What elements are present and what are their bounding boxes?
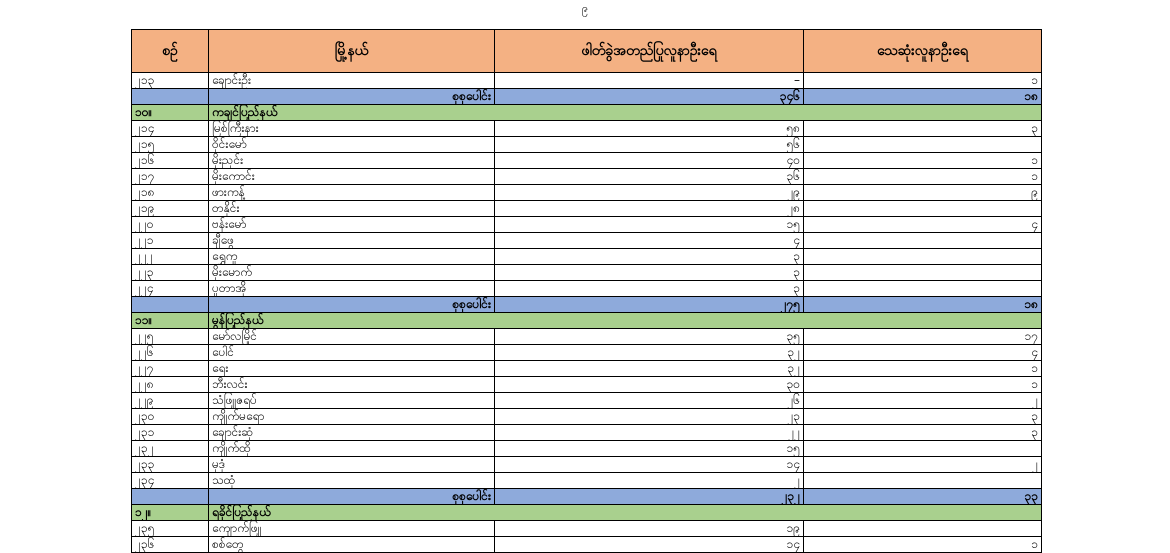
row-deaths: ၂	[804, 393, 1042, 409]
row-serial: ၂၁၅	[132, 137, 209, 153]
row-township: မြစ်ကြီးနား	[209, 121, 495, 137]
table-row	[132, 329, 1042, 345]
row-deaths	[804, 201, 1042, 217]
row-confirmed: ၃၀	[495, 377, 804, 393]
table-row	[132, 425, 1042, 441]
row-township: မုဒုံ	[209, 457, 495, 473]
row-confirmed: ၃	[495, 249, 804, 265]
row-confirmed: ၁၄	[495, 537, 804, 553]
table-row	[132, 201, 1042, 217]
table-row	[132, 265, 1042, 281]
page-number: ၉	[581, 2, 589, 15]
row-serial: ၂၂၃	[132, 265, 209, 281]
table-row	[132, 377, 1042, 393]
row-serial: ၂၃၀	[132, 409, 209, 425]
header-township: မြို့နယ်	[209, 30, 495, 73]
row-confirmed: ၂၃	[495, 409, 804, 425]
total-label: စုစုပေါင်း	[209, 89, 495, 105]
row-confirmed: ၃၂	[495, 361, 804, 377]
row-deaths: ၄	[804, 345, 1042, 361]
row-serial: ၂၁၆	[132, 153, 209, 169]
row-serial: ၂၁၈	[132, 185, 209, 201]
table-row	[132, 473, 1042, 489]
section-name: ကချင်ပြည်နယ်	[209, 105, 1042, 121]
row-deaths: ၁	[804, 537, 1042, 553]
header-deaths: သေဆုံးလူနာဦးရေ	[804, 30, 1042, 73]
row-township: ဝိုင်းမော်	[209, 137, 495, 153]
row-confirmed: ၄	[495, 233, 804, 249]
row-deaths	[804, 249, 1042, 265]
row-serial: ၂၃၆	[132, 537, 209, 553]
section-number: ၁၂။	[132, 505, 209, 521]
row-deaths	[804, 137, 1042, 153]
row-confirmed: ၂၉	[495, 185, 804, 201]
section-row	[132, 313, 1042, 329]
total-deaths: ၃၃	[804, 489, 1042, 505]
row-deaths	[804, 265, 1042, 281]
table-row	[132, 169, 1042, 185]
row-deaths: ၂	[804, 457, 1042, 473]
row-deaths: ၁	[804, 73, 1042, 89]
total-label: စုစုပေါင်း	[209, 297, 495, 313]
row-deaths: ၄	[804, 217, 1042, 233]
total-blank	[132, 489, 209, 505]
row-township: ချောင်းဦး	[209, 73, 495, 89]
total-confirmed: ၂၃၂	[495, 489, 804, 505]
table-row	[132, 233, 1042, 249]
row-township: မိုးမောက်	[209, 265, 495, 281]
row-serial: ၂၃၁	[132, 425, 209, 441]
row-serial: ၂၂၅	[132, 329, 209, 345]
total-row	[132, 297, 1042, 313]
row-serial: ၂၃၅	[132, 521, 209, 537]
section-number: ၁၁။	[132, 313, 209, 329]
row-deaths	[804, 521, 1042, 537]
row-confirmed: ၁၄	[495, 457, 804, 473]
table-body	[132, 73, 1042, 553]
row-township: ဗန်းမော်	[209, 217, 495, 233]
row-serial: ၂၁၉	[132, 201, 209, 217]
row-deaths: ၁	[804, 377, 1042, 393]
row-confirmed: ၃၆	[495, 169, 804, 185]
section-row	[132, 105, 1042, 121]
total-blank	[132, 297, 209, 313]
row-deaths: ၉	[804, 185, 1042, 201]
row-serial: ၂၂၄	[132, 281, 209, 297]
row-township: ကျိုက်ထို	[209, 441, 495, 457]
row-confirmed: ၃	[495, 281, 804, 297]
row-confirmed: ၂၆	[495, 393, 804, 409]
table-row	[132, 137, 1042, 153]
total-row	[132, 89, 1042, 105]
table-row	[132, 281, 1042, 297]
row-serial: ၂၁၃	[132, 73, 209, 89]
row-deaths: ၁	[804, 153, 1042, 169]
total-row	[132, 489, 1042, 505]
row-confirmed: ၁၅	[495, 217, 804, 233]
row-township: ပေါင်	[209, 345, 495, 361]
table-row	[132, 345, 1042, 361]
header-confirmed: ဖါတ်ခွဲအတည်ပြုလူနာဦးရေ	[495, 30, 804, 73]
row-serial: ၂၂၂	[132, 249, 209, 265]
row-confirmed: ၄၀	[495, 153, 804, 169]
row-township: မိုးညှင်း	[209, 153, 495, 169]
covid-township-table	[131, 29, 1042, 553]
table-row	[132, 393, 1042, 409]
table-row	[132, 457, 1042, 473]
row-township: တနိုင်း	[209, 201, 495, 217]
row-township: မိုးကောင်း	[209, 169, 495, 185]
row-serial: ၂၃၃	[132, 457, 209, 473]
row-deaths	[804, 281, 1042, 297]
row-deaths: ၃	[804, 121, 1042, 137]
row-serial: ၂၂၈	[132, 377, 209, 393]
total-blank	[132, 89, 209, 105]
row-township: ရေး	[209, 361, 495, 377]
table-row	[132, 521, 1042, 537]
row-serial: ၂၃၄	[132, 473, 209, 489]
row-township: သံဖြူဇရပ်	[209, 393, 495, 409]
row-township: ရွှေကူ	[209, 249, 495, 265]
row-confirmed: ၅၆	[495, 137, 804, 153]
header-serial: စဉ်	[132, 30, 209, 73]
total-confirmed: ၃၄၆	[495, 89, 804, 105]
row-confirmed: ၃၅	[495, 329, 804, 345]
header-row	[132, 30, 1042, 73]
row-confirmed: –	[495, 73, 804, 89]
row-deaths	[804, 441, 1042, 457]
row-serial: ၂၁၄	[132, 121, 209, 137]
row-deaths: ၁	[804, 169, 1042, 185]
row-serial: ၂၂၇	[132, 361, 209, 377]
row-township: ချီဖွေ	[209, 233, 495, 249]
row-serial: ၂၂၆	[132, 345, 209, 361]
row-deaths: ၁၇	[804, 329, 1042, 345]
row-township: ချောင်းဆုံ	[209, 425, 495, 441]
table-row	[132, 73, 1042, 89]
row-township: မော်လမြိုင်	[209, 329, 495, 345]
row-township: ဖားကန့်	[209, 185, 495, 201]
table-row	[132, 361, 1042, 377]
section-number: ၁၀။	[132, 105, 209, 121]
row-township: ကျိုက်မရော	[209, 409, 495, 425]
row-township: ဘီးလင်း	[209, 377, 495, 393]
row-deaths: ၁	[804, 361, 1042, 377]
table-row	[132, 409, 1042, 425]
section-row	[132, 505, 1042, 521]
row-township: စစ်တွေ	[209, 537, 495, 553]
table-row	[132, 217, 1042, 233]
row-deaths	[804, 473, 1042, 489]
total-label: စုစုပေါင်း	[209, 489, 495, 505]
section-name: ရခိုင်ပြည်နယ်	[209, 505, 1042, 521]
row-serial: ၂၃၂	[132, 441, 209, 457]
row-serial: ၂၂၁	[132, 233, 209, 249]
row-serial: ၂၁၇	[132, 169, 209, 185]
table-row	[132, 185, 1042, 201]
row-deaths: ၃	[804, 409, 1042, 425]
table-row	[132, 121, 1042, 137]
row-serial: ၂၂၀	[132, 217, 209, 233]
row-confirmed: ၃၂	[495, 345, 804, 361]
row-confirmed: ၁၉	[495, 521, 804, 537]
row-confirmed: ၁၅	[495, 441, 804, 457]
total-confirmed: ၂၇၅	[495, 297, 804, 313]
table-row	[132, 537, 1042, 553]
row-confirmed: ၅၈	[495, 121, 804, 137]
row-township: ပူတာအို	[209, 281, 495, 297]
total-deaths: ၁၈	[804, 89, 1042, 105]
row-deaths	[804, 233, 1042, 249]
row-confirmed: ၂၂	[495, 425, 804, 441]
table-row	[132, 249, 1042, 265]
row-township: သထုံ	[209, 473, 495, 489]
section-name: မွန်ပြည်နယ်	[209, 313, 1042, 329]
row-serial: ၂၂၉	[132, 393, 209, 409]
table-row	[132, 153, 1042, 169]
row-confirmed: ၂	[495, 473, 804, 489]
row-deaths: ၃	[804, 425, 1042, 441]
total-deaths: ၁၈	[804, 297, 1042, 313]
row-township: ကျောက်ဖြူ	[209, 521, 495, 537]
row-confirmed: ၃	[495, 265, 804, 281]
table-row	[132, 441, 1042, 457]
row-confirmed: ၂၈	[495, 201, 804, 217]
